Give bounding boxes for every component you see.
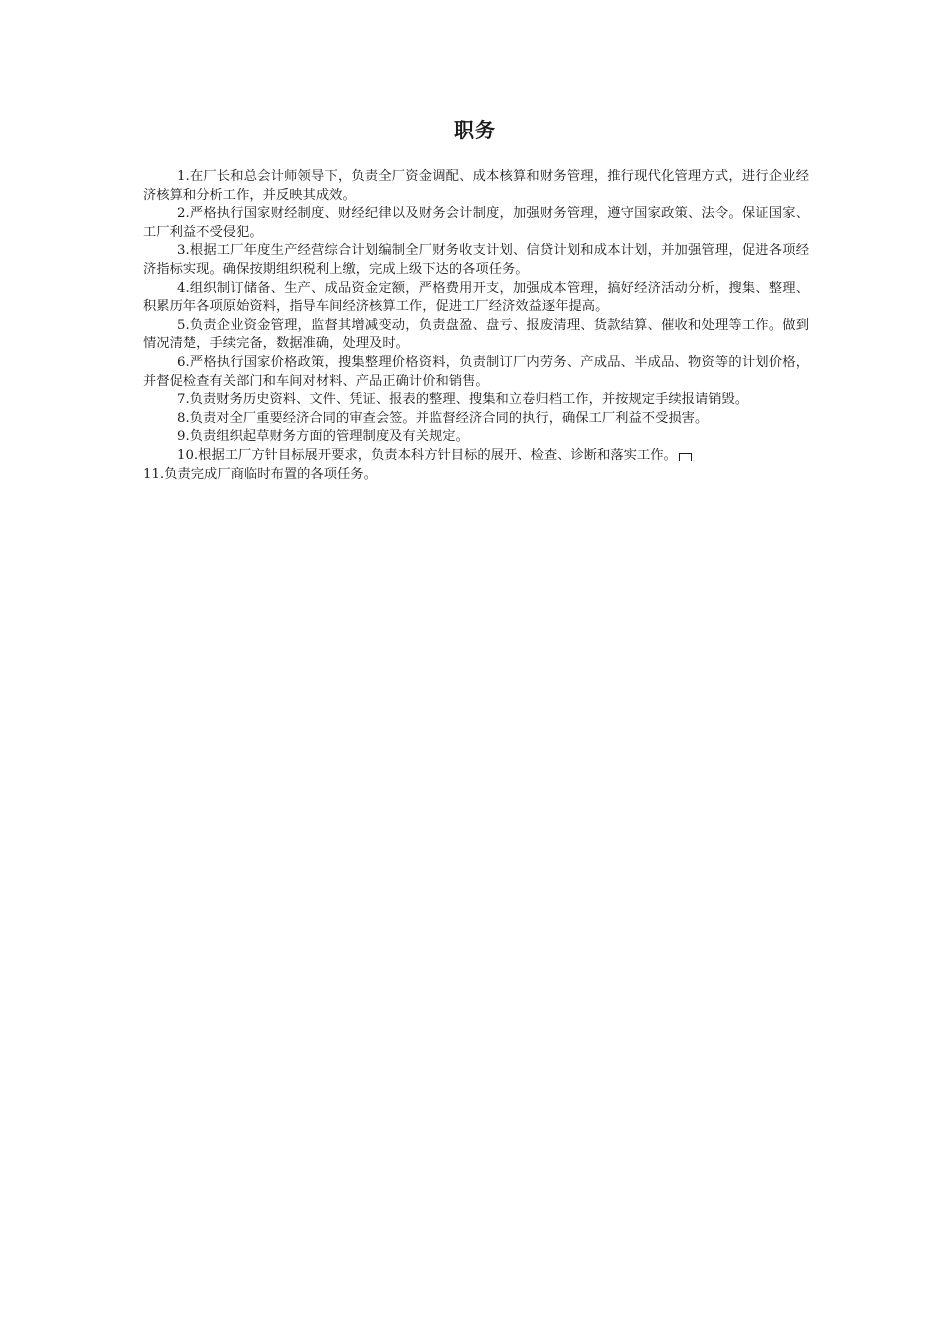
duty-item-1: 1.在厂长和总会计师领导下，负责全厂资金调配、成本核算和财务管理，推行现代化管理方式，进行企业经济核算和分析工作，并反映其成效。	[143, 169, 809, 203]
duty-item-7: 7.负责财务历史资料、文件、凭证、报表的整理、搜集和立卷归档工作，并按规定手续报请销毁。	[177, 392, 749, 408]
duty-item-9: 9.负责组织起草财务方面的管理制度及有关规定。	[177, 429, 469, 445]
duty-item-11: 11.负责完成厂商临时布置的各项任务。	[143, 466, 377, 482]
duty-item-6: 6.严格执行国家价格政策，搜集整理价格资料，负责制订厂内劳务、产成品、半成品、物资等的计划价格，并督促检查有关部门和车间对材料、产品正确计价和销售。	[143, 354, 809, 389]
duty-item-4: 4.组织制订储备、生产、成品资金定额，严格费用开支，加强成本管理，搞好经济活动分析，搜集、整理、积累历年各项原始资料，指导车间经济核算工作，促进工厂经济效益逐年提高。	[143, 280, 809, 315]
page-title: 职务	[454, 118, 496, 142]
duty-item-5: 5.负责企业资金管理，监督其增减变动，负责盘盈、盘亏、报废清理、货款结算、催收和处理等工作。做到情况清楚，手续完备，数据准确，处理及时。	[143, 317, 809, 352]
duty-item-10-text: 10.根据工厂方针目标展开要求，负责本科方针目标的展开、检查、诊断和落实工作。	[177, 447, 677, 463]
duty-item-3: 3.根据工厂年度生产经营综合计划编制全厂财务收支计划、信贷计划和成本计划，并加强管理，促进各项经济指标实现。确保按期组织税利上缴，完成上级下达的各项任务。	[143, 243, 809, 277]
duty-item-2: 2.严格执行国家财经制度、财经纪律以及财务会计制度，加强财务管理，遵守国家政策、法令。保证国家、工厂利益不受侵犯。	[143, 206, 809, 240]
duty-item-10	[143, 447, 809, 466]
duties-list	[143, 168, 809, 484]
line-break-mark-icon	[679, 453, 692, 461]
duty-item-8: 8.负责对全厂重要经济合同的审查会签。并监督经济合同的执行，确保工厂利益不受损害。	[177, 410, 709, 426]
